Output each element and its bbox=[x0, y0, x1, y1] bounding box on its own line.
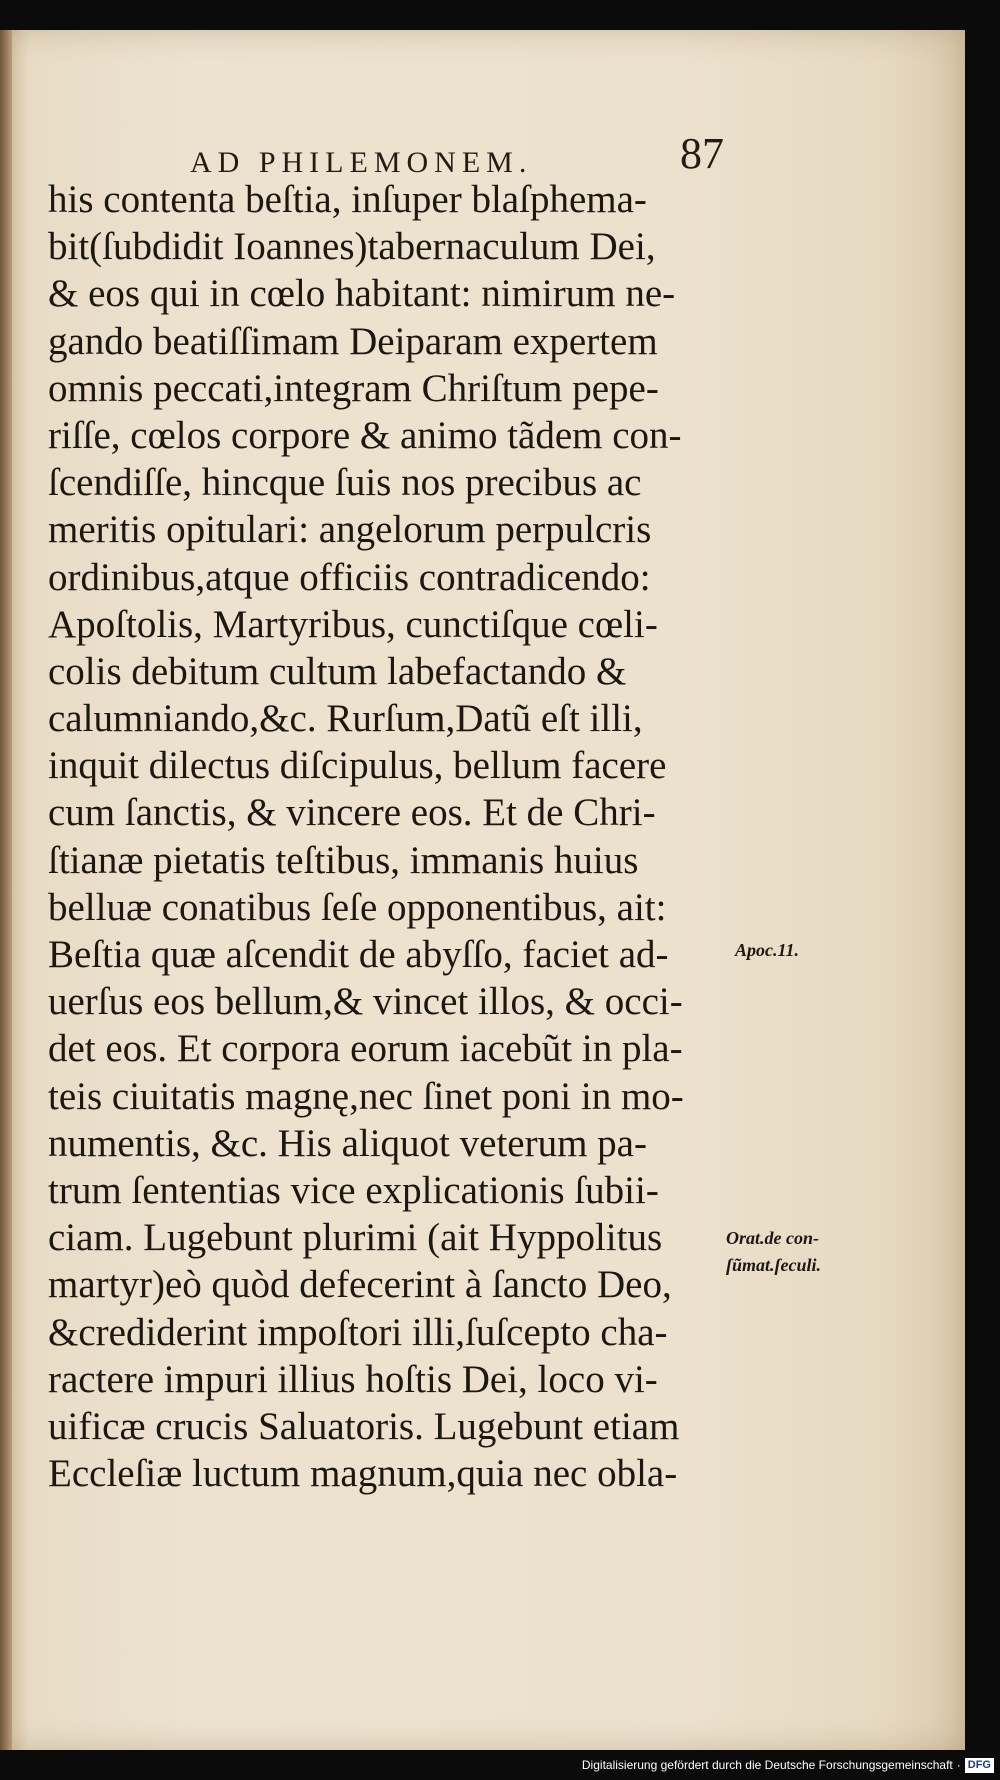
running-head-title: AD PHILEMONEM. bbox=[190, 146, 533, 179]
text-line: ordinibus,atque officiis contradicendo: bbox=[48, 555, 651, 599]
page-gutter bbox=[0, 30, 12, 1750]
footer-credit: Digitalisierung gefördert durch die Deutsche Forschungsgemeinschaft bbox=[581, 1758, 953, 1772]
text-line: trum ſententias vice explicationis ſubii- bbox=[48, 1168, 659, 1212]
text-line: &crediderint impoſtori illi,ſuſcepto cha- bbox=[48, 1310, 668, 1354]
text-line: ractere impuri illius hoſtis Dei, loco vi- bbox=[48, 1357, 658, 1401]
text-line: cum ſanctis, & vincere eos. Et de Chri- bbox=[48, 791, 656, 835]
text-line: Eccleſiæ luctum magnum,quia nec obla- bbox=[48, 1452, 678, 1496]
text-line: gando beatiſſimam Deiparam expertem bbox=[48, 319, 658, 363]
margin-note-seculi: ſũmat.ſeculi. bbox=[726, 1255, 821, 1275]
margin-note-orat: Orat.de con- bbox=[726, 1228, 819, 1248]
running-head bbox=[190, 122, 740, 182]
text-line: meritis opitulari: angelorum perpulcris bbox=[48, 508, 652, 552]
text-line: Beſtia quæ aſcendit de abyſſo, faciet ad- bbox=[48, 933, 669, 976]
text-line: belluæ conatibus ſeſe opponentibus, ait: bbox=[48, 885, 667, 929]
dfg-logo: DFG bbox=[965, 1758, 994, 1773]
text-line: uificæ crucis Saluatoris. Lugebunt etiam bbox=[48, 1404, 680, 1448]
text-line: Apoſtolis, Martyribus, cunctiſque cœli- bbox=[48, 602, 658, 646]
text-line: colis debitum cultum labefactando & bbox=[48, 649, 627, 693]
text-line: ſtianæ pietatis teſtibus, immanis huius bbox=[48, 838, 639, 882]
text-line: his contenta beſtia, inſuper blaſphema- bbox=[48, 178, 647, 221]
digitization-footer: Digitalisierung gefördert durch die Deutsche Forschungsgemeinschaft · DFG bbox=[582, 1754, 994, 1776]
main-text-block bbox=[48, 176, 728, 1497]
text-line: omnis peccati,integram Chriſtum pepe- bbox=[48, 366, 659, 410]
text-line: martyr)eò quòd defecerint à ſancto Deo, bbox=[48, 1263, 672, 1307]
text-line: bit(ſubdidit Ioannes)tabernaculum Dei, bbox=[48, 225, 656, 269]
text-line: det eos. Et corpora eorum iacebũt in pla- bbox=[48, 1027, 683, 1071]
book-page bbox=[0, 30, 965, 1750]
text-line: ſcendiſſe, hincque ſuis nos precibus ac bbox=[48, 461, 642, 505]
text-line: riſſe, cœlos corpore & animo tãdem con- bbox=[48, 413, 682, 457]
text-line: teis ciuitatis magnę,nec ſinet poni in mo- bbox=[48, 1074, 684, 1118]
text-line: numentis, &c. His aliquot veterum pa- bbox=[48, 1121, 647, 1165]
text-line: ciam. Lugebunt plurimi (ait Hyppolitus bbox=[48, 1216, 663, 1260]
text-line: inquit dilectus diſcipulus, bellum facere bbox=[48, 744, 667, 788]
margin-note-apoc: Apoc.11. bbox=[735, 940, 800, 960]
text-line: & eos qui in cœlo habitant: nimirum ne- bbox=[48, 272, 676, 316]
page-number: 87 bbox=[680, 129, 724, 178]
text-line: uerſus eos bellum,& vincet illos, & occi- bbox=[48, 980, 683, 1024]
text-line: calumniando,&c. Rurſum,Datũ eſt illi, bbox=[48, 697, 643, 741]
